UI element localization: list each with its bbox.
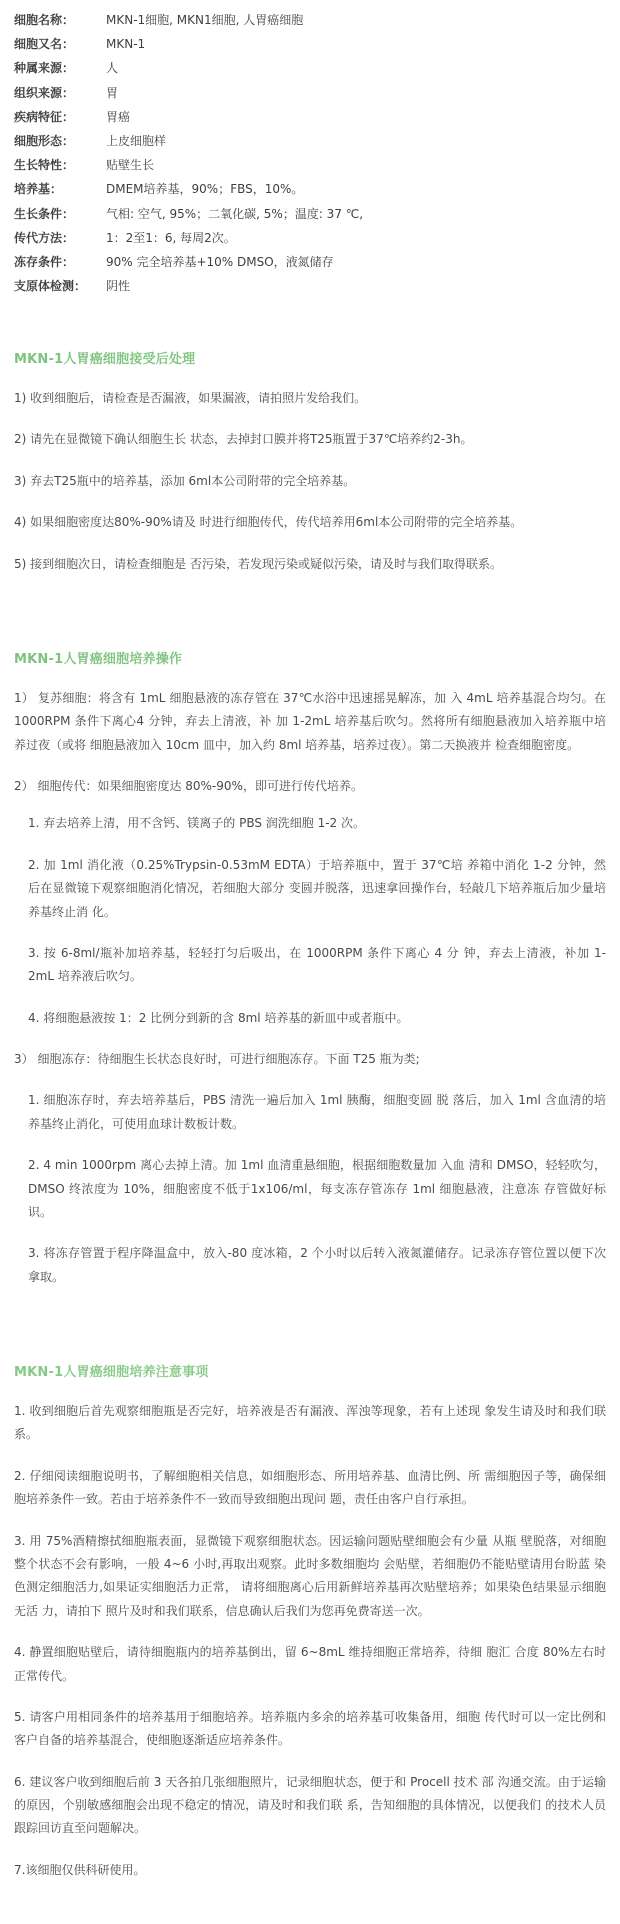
paragraph: 4. 将细胞悬液按 1：2 比例分到新的含 8ml 培养基的新皿中或者瓶中。: [28, 1010, 409, 1025]
spec-label: 支原体检测：: [14, 279, 87, 294]
table-row: [14, 153, 606, 177]
section-culture-operation: [14, 650, 606, 1289]
paragraph: 1. 弃去培养上清，用不含钙、镁离子的 PBS 润洗细胞 1-2 次。: [28, 816, 365, 831]
spec-value: 90% 完全培养基+10% DMSO，液氮储存: [106, 254, 334, 269]
spec-label: 传代方法：: [14, 230, 75, 245]
table-row: [14, 105, 606, 129]
paragraph: 7.该细胞仅供科研使用。: [14, 1862, 146, 1877]
table-row: [14, 81, 606, 105]
table-row: [14, 56, 606, 80]
table-row: [14, 226, 606, 250]
spec-value: 贴壁生长: [106, 158, 155, 173]
paragraph: 3) 弃去T25瓶中的培养基，添加 6ml本公司附带的完全培养基。: [14, 473, 356, 488]
paragraph: 2. 加 1ml 消化液（0.25%Trypsin-0.53mM EDTA）于培养瓶中，置于 37℃培 养箱中消化 1-2 分钟，然后在显微镜下观察细胞消化情况，若细胞大部分 变圆并脱落，迅速拿回操作台，轻敲几下培养瓶后加少量培养基终止消 化。: [28, 857, 606, 919]
section-cautions: [14, 1363, 606, 1882]
paragraph: 1. 细胞冻存时，弃去培养基后，PBS 清洗一遍后加入 1ml 胰酶，细胞变圆 脱 落后，加入 1ml 含血清的培养基终止消化，可使用血球计数板计数。: [28, 1093, 606, 1131]
cell-spec-table: [14, 8, 606, 298]
paragraph: 2） 细胞传代：如果细胞密度达 80%-90%，即可进行传代培养。: [14, 778, 363, 793]
paragraph: 1. 收到细胞后首先观察细胞瓶是否完好，培养液是否有漏液、浑浊等现象，若有上述现 象发生请及时和我们联系。: [14, 1404, 606, 1442]
spec-label: 疾病特征：: [14, 109, 75, 124]
table-row: [14, 274, 606, 298]
table-row: [14, 129, 606, 153]
table-row: [14, 250, 606, 274]
spec-label: 细胞形态：: [14, 133, 75, 148]
spec-value: MKN-1细胞, MKN1细胞, 人胃癌细胞: [106, 13, 304, 27]
paragraph: 4) 如果细胞密度达80%-90%请及 时进行细胞传代，传代培养用6ml本公司附带的完全培养基。: [14, 515, 523, 530]
table-row: [14, 177, 606, 201]
paragraph: 2) 请先在显微镜下确认细胞生长 状态，去掉封口膜并将T25瓶置于37℃培养约2-3h。: [14, 432, 473, 447]
spec-label: 细胞又名：: [14, 37, 75, 52]
spec-label: 生长条件：: [14, 206, 75, 221]
paragraph: 3. 按 6-8ml/瓶补加培养基，轻轻打匀后吸出，在 1000RPM 条件下离心 4 分 钟，弃去上清液，补加 1-2mL 培养液后吹匀。: [28, 945, 606, 984]
paragraph: 1） 复苏细胞：将含有 1mL 细胞悬液的冻存管在 37℃水浴中迅速摇晃解冻，加 入 4mL 培养基混合均匀。在 1000RPM 条件下离心4 分钟，弃去上清液，补 加 1-2mL 培养基后吹匀。然将所有细胞悬液加入培养瓶中培 养过夜（或将 细胞悬液加入 10cm 皿中，加入约 8ml 培养基，培养过夜）。第二天换液并 检查细胞密度。: [14, 690, 606, 752]
paragraph: 2. 4 min 1000rpm 离心去掉上清。加 1ml 血清重悬细胞，根据细胞数量加 入血 清和 DMSO，轻轻吹匀，DMSO 终浓度为 10%，细胞密度不低于1x106/ml，每支冻存管冻存 1ml 细胞悬液，注意冻 存管做好标识。: [28, 1158, 606, 1220]
spec-value: 胃癌: [106, 109, 131, 124]
paragraph: 3. 用 75%酒精擦拭细胞瓶表面，显微镜下观察细胞状态。因运输问题贴壁细胞会有少量 从瓶 壁脱落，对细胞整个状态不会有影响，一般 4~6 小时,再取出观察。此时多数细胞均 会贴壁，若细胞仍不能贴壁请用台盼蓝 染色测定细胞活力,如果证实细胞活力正常， 请将细胞离心后用新鲜培养基再次贴壁培养；如果染色结果显示细胞无活 力，请拍下 照片及时和我们联系，信息确认后我们为您再免费寄送一次。: [14, 1533, 606, 1618]
spec-value: 阴性: [106, 279, 131, 294]
paragraph: 3） 细胞冻存：待细胞生长状态良好时，可进行细胞冻存。下面 T25 瓶为类;: [14, 1052, 420, 1067]
paragraph: 3. 将冻存管置于程序降温盒中，放入-80 度冰箱，2 个小时以后转入液氮灌储存。记录冻存管位置以便下次拿取。: [28, 1246, 606, 1284]
spec-label: 冻存条件：: [14, 254, 75, 269]
paragraph: 5) 接到细胞次日，请检查细胞是 否污染，若发现污染或疑似污染，请及时与我们取得联系。: [14, 556, 502, 571]
section-title: MKN-1人胃癌细胞接受后处理: [14, 352, 196, 368]
paragraph: 4. 静置细胞贴壁后，请待细胞瓶内的培养基倒出，留 6~8mL 维持细胞正常培养，待细 胞汇 合度 80%左右时正常传代。: [14, 1645, 606, 1683]
spec-label: 生长特性：: [14, 158, 75, 173]
paragraph: 2. 仔细阅读细胞说明书，了解细胞相关信息，如细胞形态、所用培养基、血清比例、所 需细胞因子等，确保细胞培养条件一致。若由于培养条件不一致而导致细胞出现问 题，责任由客户自行承担。: [14, 1468, 606, 1507]
spec-label: 培养基：: [14, 182, 63, 197]
section-receiving: [14, 350, 606, 576]
spec-label: 种属来源：: [14, 61, 75, 76]
section-title: MKN-1人胃癌细胞培养注意事项: [14, 1365, 209, 1381]
paragraph: 5. 请客户用相同条件的培养基用于细胞培养。培养瓶内多余的培养基可收集备用，细胞 传代时可以一定比例和客户自备的培养基混合，使细胞逐渐适应培养条件。: [14, 1709, 606, 1748]
table-row: [14, 202, 606, 226]
spec-label: 细胞名称：: [14, 13, 75, 27]
spec-value: 1：2至1：6, 每周2次。: [106, 230, 236, 245]
table-row: [14, 8, 606, 32]
spec-value: MKN-1: [106, 37, 146, 52]
spec-label: 组织来源：: [14, 85, 75, 100]
paragraph: 1) 收到细胞后，请检查是否漏液，如果漏液，请拍照片发给我们。: [14, 391, 367, 406]
paragraph: 6. 建议客户收到细胞后前 3 天各拍几张细胞照片，记录细胞状态，便于和 Procell 技术 部 沟通交流。由于运输的原因，个别敏感细胞会出现不稳定的情况，请及时和我们联 系，告知细胞的具体情况，以便我们 的技术人员跟踪回访直至问题解决。: [14, 1774, 606, 1836]
spec-value: 气相: 空气, 95%；二氧化碳, 5%；温度: 37 ℃,: [106, 206, 364, 221]
spec-value: 人: [106, 61, 119, 76]
section-title: MKN-1人胃癌细胞培养操作: [14, 652, 183, 667]
spec-value: DMEM培养基，90%；FBS，10%。: [106, 182, 304, 197]
spec-value: 上皮细胞样: [106, 133, 167, 148]
spec-value: 胃: [106, 85, 119, 100]
table-row: [14, 32, 606, 56]
